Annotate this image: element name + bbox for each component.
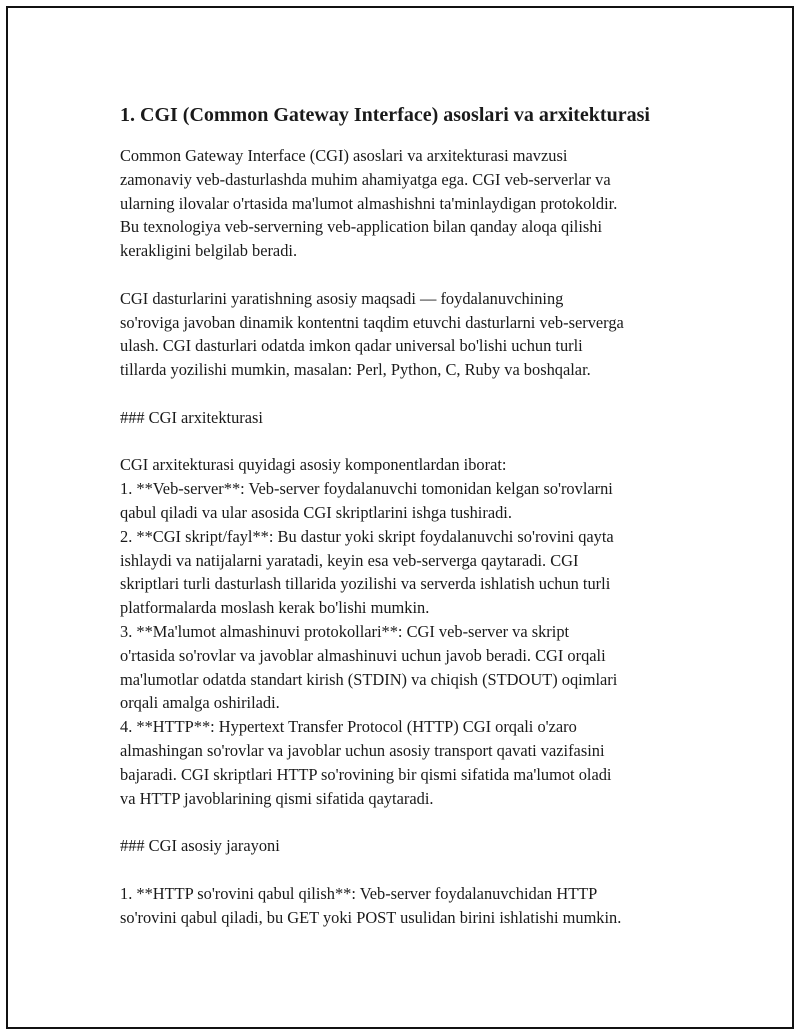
paragraph-process-list: 1. **HTTP so'rovini qabul qilish**: Veb-server foydalanuvchidan HTTP so'rovini qabul qiladi, bu GET yoki POST usulidan birini ishlatishi mumkin.: [120, 883, 622, 927]
document-title: 1. CGI (Common Gateway Interface) asoslari va arxitekturasi: [120, 104, 650, 126]
section-heading-architecture: ### CGI arxitekturasi: [120, 407, 263, 427]
paragraph-intro: Common Gateway Interface (CGI) asoslari va arxitekturasi mavzusi zamonaviy veb-dasturlashda muhim ahamiyatga ega. CGI veb-serverlar va ularning ilovalar o'rtasida ma'lumot almashishni ta'minlaydigan protokoldir. Bu texnologiya veb-serverning veb-application bilan qanday aloqa qilishi kerakligini belgilab beradi.: [120, 146, 618, 261]
paragraph-gap: [120, 810, 700, 834]
paragraph-purpose: CGI dasturlarini yaratishning asosiy maqsadi — foydalanuvchining so'roviga javoban dinamik kontentni taqdim etuvchi dasturlarni veb-serverga ulash. CGI dasturlari odatda imkon qadar universal bo'lishi uchun turli tillarda yozilishi mumkin, masalan: Perl, Python, C, Ruby va boshqalar.: [120, 288, 624, 380]
paragraph-gap: [120, 430, 700, 454]
document-body: [120, 100, 700, 929]
page-frame: [6, 6, 794, 1029]
paragraph-architecture-list: CGI arxitekturasi quyidagi asosiy komponentlardan iborat: 1. **Veb-server**: Veb-server foydalanuvchi tomonidan kelgan so'rovlarni qabul qiladi va ular asosida CGI skriptlarini ishga tushiradi. 2. **CGI skript/fayl**: Bu dastur yoki skript foydalanuvchi so'rovini qayta ishlaydi va natijalarni yaratadi, keyin esa veb-serverga qaytaradi. CGI skriptlari turli dasturlash tillarida yozilishi va serverda ishlatish uchun turli platformalarda moslash kerak bo'lishi mumkin. 3. **Ma'lumot almashinuvi protokollari**: CGI veb-server va skript o'rtasida so'rovlar va javoblar almashinuvi uchun javob beradi. CGI orqali ma'lumotlar odatda standart kirish (STDIN) va chiqish (STDOUT) oqimlari orqali amalga oshiriladi. 4. **HTTP**: Hypertext Transfer Protocol (HTTP) CGI orqali o'zaro almashingan so'rovlar va javoblar uchun asosiy transport qavati vazifasini bajaradi. CGI skriptlari HTTP so'rovining bir qismi sifatida ma'lumot oladi va HTTP javoblarining qismi sifatida qaytaradi.: [120, 455, 618, 808]
paragraph-gap: [120, 382, 700, 406]
section-heading-process: ### CGI asosiy jarayoni: [120, 836, 280, 856]
paragraph-gap: [120, 263, 700, 287]
paragraph-gap: [120, 858, 700, 882]
